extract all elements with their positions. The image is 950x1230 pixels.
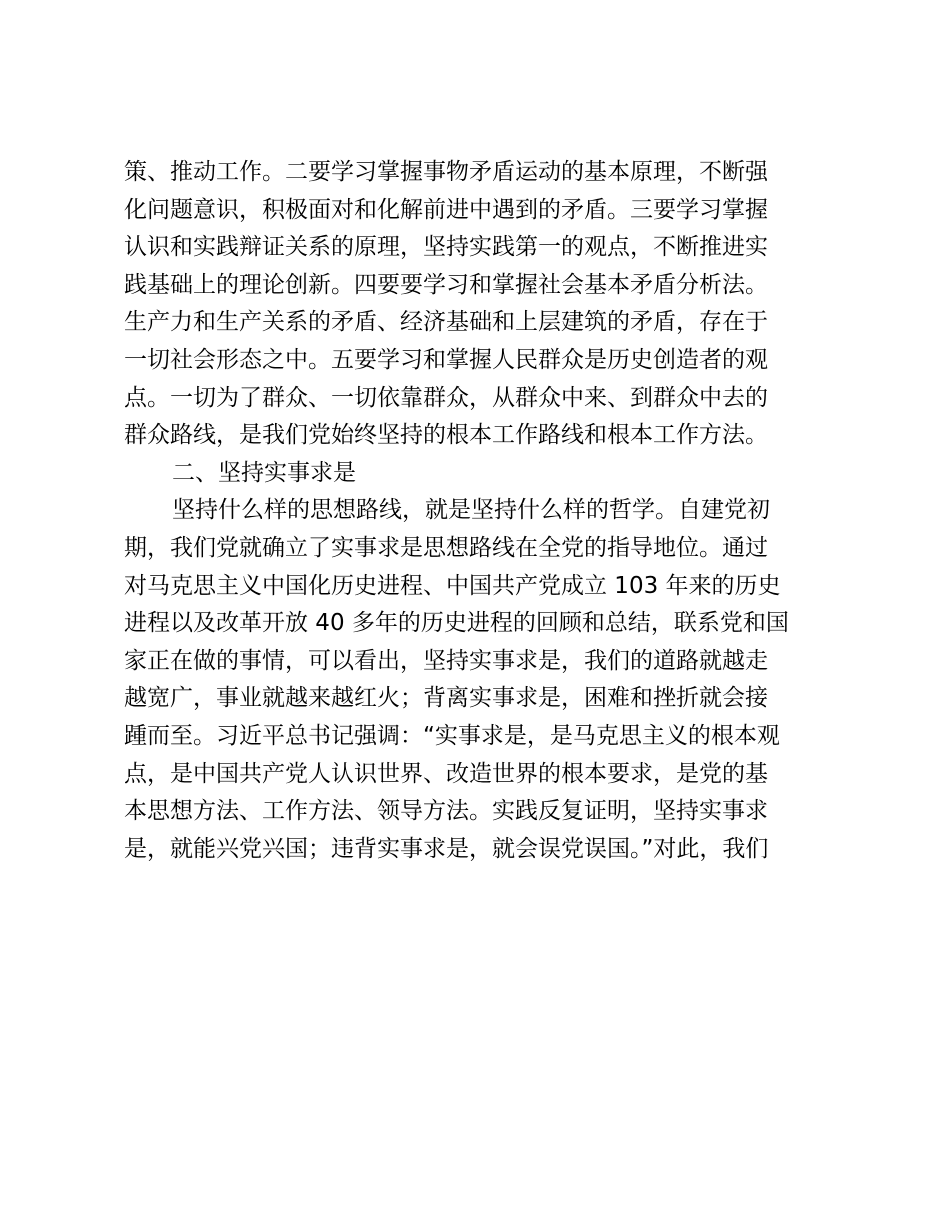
paragraph-line: 点。一切为了群众、一切依靠群众，从群众中来、到群众中去的: [124, 384, 768, 411]
paragraph-line: 本思想方法、工作方法、领导方法。实践反复证明，坚持实事求: [124, 798, 768, 825]
paragraph-line: 坚持什么样的思想路线，就是坚持什么样的哲学。自建党初: [172, 497, 770, 524]
section-heading: 二、坚持实事求是: [172, 459, 356, 486]
paragraph-line: 一切社会形态之中。五要学习和掌握人民群众是历史创造者的观: [124, 346, 768, 373]
paragraph-line: 踵而至。习近平总书记强调：“实事求是，是马克思主义的根本观: [124, 722, 780, 749]
paragraph-line: 践基础上的理论创新。四要要学习和掌握社会基本矛盾分析法。: [124, 271, 768, 298]
paragraph-line: 是，就能兴党兴国；违背实事求是，就会误党误国。”对此，我们: [124, 835, 769, 862]
paragraph-line: 点，是中国共产党人认识世界、改造世界的根本要求，是党的基: [124, 760, 768, 787]
paragraph-line: 越宽广，事业就越来越红火；背离实事求是，困难和挫折就会接: [124, 685, 768, 712]
paragraph-line: 群众路线，是我们党始终坚持的根本工作路线和根本工作方法。: [124, 422, 768, 449]
paragraph-line: 化问题意识，积极面对和化解前进中遇到的矛盾。三要学习掌握: [124, 196, 768, 223]
paragraph-line: 期，我们党就确立了实事求是思想路线在全党的指导地位。通过: [124, 534, 768, 561]
paragraph-line: 认识和实践辩证关系的原理，坚持实践第一的观点，不断推进实: [124, 234, 768, 261]
paragraph-line: 生产力和生产关系的矛盾、经济基础和上层建筑的矛盾，存在于: [124, 309, 768, 336]
paragraph-line: 家正在做的事情，可以看出，坚持实事求是，我们的道路就越走: [124, 647, 768, 674]
body-text: [124, 154, 834, 868]
paragraph-line: 进程以及改革开放 40 多年的历史进程的回顾和总结，联系党和国: [124, 610, 789, 637]
paragraph-line: 对马克思主义中国化历史进程、中国共产党成立 103 年来的历史: [124, 572, 781, 599]
paragraph-line: 策、推动工作。二要学习掌握事物矛盾运动的基本原理，不断强: [124, 159, 768, 185]
